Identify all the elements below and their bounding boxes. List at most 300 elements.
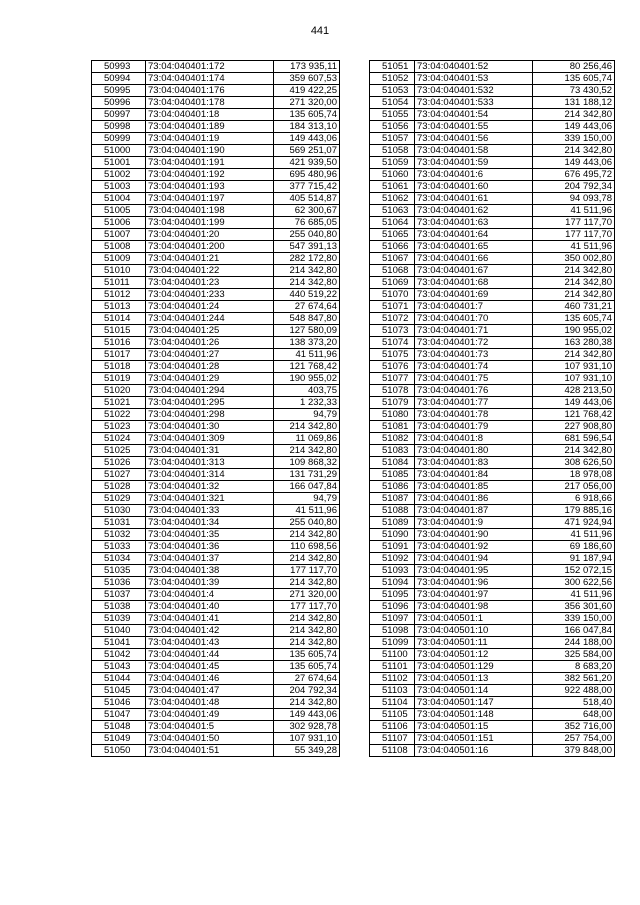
- cadastral-number-cell: 73:04:040401:73: [415, 349, 533, 361]
- value-cell: 149 443,06: [274, 709, 340, 721]
- table-row: [92, 661, 340, 673]
- value-cell: 217 056,00: [533, 481, 615, 493]
- table-row: [370, 625, 615, 637]
- row-number-cell: 51083: [370, 445, 415, 457]
- value-cell: 41 511,96: [533, 205, 615, 217]
- value-cell: 135 605,74: [533, 313, 615, 325]
- cadastral-number-cell: 73:04:040401:191: [146, 157, 274, 169]
- row-number-cell: 51022: [92, 409, 146, 421]
- cadastral-number-cell: 73:04:040401:80: [415, 445, 533, 457]
- row-number-cell: 51036: [92, 577, 146, 589]
- cadastral-number-cell: 73:04:040401:42: [146, 625, 274, 637]
- row-number-cell: 51059: [370, 157, 415, 169]
- table-row: [370, 661, 615, 673]
- registry-table-left: [91, 60, 340, 757]
- cadastral-number-cell: 73:04:040501:129: [415, 661, 533, 673]
- row-number-cell: 51021: [92, 397, 146, 409]
- cadastral-number-cell: 73:04:040401:72: [415, 337, 533, 349]
- value-cell: 359 607,53: [274, 73, 340, 85]
- table-row: [92, 157, 340, 169]
- row-number-cell: 50999: [92, 133, 146, 145]
- cadastral-number-cell: 73:04:040401:76: [415, 385, 533, 397]
- value-cell: 27 674,64: [274, 301, 340, 313]
- value-cell: 177 117,70: [533, 217, 615, 229]
- cadastral-number-cell: 73:04:040401:66: [415, 253, 533, 265]
- table-row: [370, 469, 615, 481]
- value-cell: 214 342,80: [533, 109, 615, 121]
- cadastral-number-cell: 73:04:040401:70: [415, 313, 533, 325]
- row-number-cell: 51108: [370, 745, 415, 757]
- row-number-cell: 51054: [370, 97, 415, 109]
- row-number-cell: 51090: [370, 529, 415, 541]
- row-number-cell: 51023: [92, 421, 146, 433]
- row-number-cell: 51048: [92, 721, 146, 733]
- row-number-cell: 51027: [92, 469, 146, 481]
- page-number: 441: [310, 25, 330, 37]
- value-cell: 91 187,94: [533, 553, 615, 565]
- cadastral-number-cell: 73:04:040401:95: [415, 565, 533, 577]
- table-row: [92, 469, 340, 481]
- cadastral-number-cell: 73:04:040401:55: [415, 121, 533, 133]
- table-row: [370, 361, 615, 373]
- cadastral-number-cell: 73:04:040401:53: [415, 73, 533, 85]
- cadastral-number-cell: 73:04:040401:48: [146, 697, 274, 709]
- row-number-cell: 51020: [92, 385, 146, 397]
- cadastral-number-cell: 73:04:040501:151: [415, 733, 533, 745]
- table-row: [370, 541, 615, 553]
- cadastral-number-cell: 73:04:040401:35: [146, 529, 274, 541]
- value-cell: 76 685,05: [274, 217, 340, 229]
- value-cell: 135 605,74: [533, 73, 615, 85]
- value-cell: 149 443,06: [533, 397, 615, 409]
- value-cell: 11 069,86: [274, 433, 340, 445]
- table-row: [370, 109, 615, 121]
- value-cell: 922 488,00: [533, 685, 615, 697]
- value-cell: 121 768,42: [274, 361, 340, 373]
- value-cell: 214 342,80: [533, 265, 615, 277]
- row-number-cell: 51052: [370, 73, 415, 85]
- table-row: [92, 145, 340, 157]
- value-cell: 121 768,42: [533, 409, 615, 421]
- table-row: [370, 481, 615, 493]
- cadastral-number-cell: 73:04:040401:6: [415, 169, 533, 181]
- row-number-cell: 51016: [92, 337, 146, 349]
- cadastral-number-cell: 73:04:040501:15: [415, 721, 533, 733]
- value-cell: 173 935,11: [274, 61, 340, 73]
- value-cell: 8 683,20: [533, 661, 615, 673]
- value-cell: 166 047,84: [274, 481, 340, 493]
- cadastral-number-cell: 73:04:040501:147: [415, 697, 533, 709]
- value-cell: 428 213,50: [533, 385, 615, 397]
- row-number-cell: 51010: [92, 265, 146, 277]
- row-number-cell: 51061: [370, 181, 415, 193]
- value-cell: 214 342,80: [274, 529, 340, 541]
- table-row: [370, 325, 615, 337]
- cadastral-number-cell: 73:04:040401:77: [415, 397, 533, 409]
- table-row: [92, 193, 340, 205]
- table-row: [92, 445, 340, 457]
- registry-table-right-body: [370, 61, 615, 757]
- value-cell: 109 868,32: [274, 457, 340, 469]
- value-cell: 62 300,67: [274, 205, 340, 217]
- value-cell: 325 584,00: [533, 649, 615, 661]
- row-number-cell: 51005: [92, 205, 146, 217]
- table-row: [92, 433, 340, 445]
- row-number-cell: 51026: [92, 457, 146, 469]
- row-number-cell: 51000: [92, 145, 146, 157]
- row-number-cell: 50993: [92, 61, 146, 73]
- value-cell: 214 342,80: [533, 145, 615, 157]
- value-cell: 339 150,00: [533, 133, 615, 145]
- cadastral-number-cell: 73:04:040401:59: [415, 157, 533, 169]
- row-number-cell: 51029: [92, 493, 146, 505]
- cadastral-number-cell: 73:04:040401:68: [415, 277, 533, 289]
- row-number-cell: 51035: [92, 565, 146, 577]
- row-number-cell: 51017: [92, 349, 146, 361]
- table-row: [370, 577, 615, 589]
- row-number-cell: 51081: [370, 421, 415, 433]
- table-row: [92, 121, 340, 133]
- table-row: [92, 133, 340, 145]
- value-cell: 214 342,80: [274, 613, 340, 625]
- row-number-cell: 51053: [370, 85, 415, 97]
- table-row: [370, 313, 615, 325]
- cadastral-number-cell: 73:04:040401:51: [146, 745, 274, 757]
- row-number-cell: 51044: [92, 673, 146, 685]
- value-cell: 648,00: [533, 709, 615, 721]
- table-row: [92, 85, 340, 97]
- table-row: [370, 241, 615, 253]
- row-number-cell: 51104: [370, 697, 415, 709]
- cadastral-number-cell: 73:04:040401:60: [415, 181, 533, 193]
- value-cell: 41 511,96: [533, 529, 615, 541]
- value-cell: 177 117,70: [274, 601, 340, 613]
- table-row: [92, 601, 340, 613]
- table-row: [370, 373, 615, 385]
- cadastral-number-cell: 73:04:040401:85: [415, 481, 533, 493]
- cadastral-number-cell: 73:04:040501:11: [415, 637, 533, 649]
- row-number-cell: 51034: [92, 553, 146, 565]
- table-row: [92, 529, 340, 541]
- value-cell: 356 301,60: [533, 601, 615, 613]
- cadastral-number-cell: 73:04:040401:8: [415, 433, 533, 445]
- cadastral-number-cell: 73:04:040401:37: [146, 553, 274, 565]
- cadastral-number-cell: 73:04:040401:174: [146, 73, 274, 85]
- cadastral-number-cell: 73:04:040401:87: [415, 505, 533, 517]
- row-number-cell: 51076: [370, 361, 415, 373]
- value-cell: 214 342,80: [274, 577, 340, 589]
- cadastral-number-cell: 73:04:040401:28: [146, 361, 274, 373]
- row-number-cell: 51032: [92, 529, 146, 541]
- table-row: [92, 109, 340, 121]
- cadastral-number-cell: 73:04:040401:200: [146, 241, 274, 253]
- row-number-cell: 51037: [92, 589, 146, 601]
- table-row: [370, 457, 615, 469]
- value-cell: 135 605,74: [274, 661, 340, 673]
- row-number-cell: 51033: [92, 541, 146, 553]
- table-row: [92, 181, 340, 193]
- table-row: [92, 277, 340, 289]
- value-cell: 257 754,00: [533, 733, 615, 745]
- value-cell: 163 280,38: [533, 337, 615, 349]
- value-cell: 204 792,34: [533, 181, 615, 193]
- value-cell: 55 349,28: [274, 745, 340, 757]
- table-row: [370, 133, 615, 145]
- table-row: [92, 613, 340, 625]
- value-cell: 214 342,80: [274, 553, 340, 565]
- cadastral-number-cell: 73:04:040401:192: [146, 169, 274, 181]
- value-cell: 131 731,29: [274, 469, 340, 481]
- cadastral-number-cell: 73:04:040401:9: [415, 517, 533, 529]
- table-row: [370, 385, 615, 397]
- value-cell: 204 792,34: [274, 685, 340, 697]
- row-number-cell: 51099: [370, 637, 415, 649]
- cadastral-number-cell: 73:04:040401:33: [146, 505, 274, 517]
- value-cell: 41 511,96: [274, 505, 340, 517]
- cadastral-number-cell: 73:04:040401:321: [146, 493, 274, 505]
- cadastral-number-cell: 73:04:040401:172: [146, 61, 274, 73]
- cadastral-number-cell: 73:04:040401:4: [146, 589, 274, 601]
- table-row: [370, 349, 615, 361]
- value-cell: 308 626,50: [533, 457, 615, 469]
- cadastral-number-cell: 73:04:040401:193: [146, 181, 274, 193]
- value-cell: 421 939,50: [274, 157, 340, 169]
- cadastral-number-cell: 73:04:040401:40: [146, 601, 274, 613]
- row-number-cell: 51063: [370, 205, 415, 217]
- row-number-cell: 51093: [370, 565, 415, 577]
- row-number-cell: 51056: [370, 121, 415, 133]
- table-row: [370, 85, 615, 97]
- table-row: [370, 601, 615, 613]
- table-row: [92, 697, 340, 709]
- row-number-cell: 51084: [370, 457, 415, 469]
- table-row: [92, 505, 340, 517]
- table-row: [370, 121, 615, 133]
- table-row: [92, 73, 340, 85]
- table-row: [370, 397, 615, 409]
- value-cell: 190 955,02: [533, 325, 615, 337]
- row-number-cell: 51003: [92, 181, 146, 193]
- cadastral-number-cell: 73:04:040401:64: [415, 229, 533, 241]
- table-row: [92, 637, 340, 649]
- row-number-cell: 51042: [92, 649, 146, 661]
- row-number-cell: 51087: [370, 493, 415, 505]
- cadastral-number-cell: 73:04:040401:532: [415, 85, 533, 97]
- table-row: [92, 649, 340, 661]
- table-row: [370, 421, 615, 433]
- value-cell: 255 040,80: [274, 517, 340, 529]
- cadastral-number-cell: 73:04:040501:16: [415, 745, 533, 757]
- cadastral-number-cell: 73:04:040401:36: [146, 541, 274, 553]
- row-number-cell: 51007: [92, 229, 146, 241]
- value-cell: 214 342,80: [274, 277, 340, 289]
- cadastral-number-cell: 73:04:040401:18: [146, 109, 274, 121]
- cadastral-number-cell: 73:04:040401:233: [146, 289, 274, 301]
- row-number-cell: 50996: [92, 97, 146, 109]
- table-row: [370, 685, 615, 697]
- cadastral-number-cell: 73:04:040401:29: [146, 373, 274, 385]
- value-cell: 440 519,22: [274, 289, 340, 301]
- cadastral-number-cell: 73:04:040401:19: [146, 133, 274, 145]
- cadastral-number-cell: 73:04:040501:1: [415, 613, 533, 625]
- table-row: [92, 625, 340, 637]
- row-number-cell: 51051: [370, 61, 415, 73]
- row-number-cell: 51073: [370, 325, 415, 337]
- cadastral-number-cell: 73:04:040401:96: [415, 577, 533, 589]
- cadastral-number-cell: 73:04:040401:84: [415, 469, 533, 481]
- row-number-cell: 51046: [92, 697, 146, 709]
- table-row: [370, 181, 615, 193]
- table-row: [370, 301, 615, 313]
- table-row: [370, 265, 615, 277]
- row-number-cell: 51102: [370, 673, 415, 685]
- table-row: [92, 589, 340, 601]
- value-cell: 18 978,08: [533, 469, 615, 481]
- table-row: [92, 97, 340, 109]
- value-cell: 695 480,96: [274, 169, 340, 181]
- value-cell: 676 495,72: [533, 169, 615, 181]
- value-cell: 471 924,94: [533, 517, 615, 529]
- row-number-cell: 51106: [370, 721, 415, 733]
- row-number-cell: 50995: [92, 85, 146, 97]
- table-row: [92, 169, 340, 181]
- value-cell: 190 955,02: [274, 373, 340, 385]
- value-cell: 135 605,74: [274, 109, 340, 121]
- value-cell: 548 847,80: [274, 313, 340, 325]
- table-row: [92, 289, 340, 301]
- row-number-cell: 51025: [92, 445, 146, 457]
- cadastral-number-cell: 73:04:040501:13: [415, 673, 533, 685]
- value-cell: 214 342,80: [274, 445, 340, 457]
- table-row: [370, 745, 615, 757]
- value-cell: 27 674,64: [274, 673, 340, 685]
- registry-table-right: [369, 60, 615, 757]
- table-row: [92, 481, 340, 493]
- row-number-cell: 51069: [370, 277, 415, 289]
- cadastral-number-cell: 73:04:040401:41: [146, 613, 274, 625]
- row-number-cell: 51043: [92, 661, 146, 673]
- table-row: [370, 517, 615, 529]
- row-number-cell: 51047: [92, 709, 146, 721]
- cadastral-number-cell: 73:04:040401:24: [146, 301, 274, 313]
- value-cell: 94,79: [274, 409, 340, 421]
- value-cell: 107 931,10: [533, 361, 615, 373]
- cadastral-number-cell: 73:04:040401:178: [146, 97, 274, 109]
- table-row: [92, 409, 340, 421]
- value-cell: 214 342,80: [274, 265, 340, 277]
- cadastral-number-cell: 73:04:040401:294: [146, 385, 274, 397]
- value-cell: 352 716,00: [533, 721, 615, 733]
- row-number-cell: 51085: [370, 469, 415, 481]
- row-number-cell: 51091: [370, 541, 415, 553]
- row-number-cell: 51002: [92, 169, 146, 181]
- table-row: [92, 733, 340, 745]
- table-row: [370, 289, 615, 301]
- table-row: [370, 157, 615, 169]
- table-row: [92, 421, 340, 433]
- value-cell: 271 320,00: [274, 97, 340, 109]
- value-cell: 149 443,06: [533, 157, 615, 169]
- row-number-cell: 51094: [370, 577, 415, 589]
- value-cell: 152 072,15: [533, 565, 615, 577]
- cadastral-number-cell: 73:04:040501:148: [415, 709, 533, 721]
- cadastral-number-cell: 73:04:040401:32: [146, 481, 274, 493]
- cadastral-number-cell: 73:04:040401:20: [146, 229, 274, 241]
- cadastral-number-cell: 73:04:040401:31: [146, 445, 274, 457]
- row-number-cell: 51057: [370, 133, 415, 145]
- row-number-cell: 51067: [370, 253, 415, 265]
- cadastral-number-cell: 73:04:040401:69: [415, 289, 533, 301]
- row-number-cell: 50998: [92, 121, 146, 133]
- cadastral-number-cell: 73:04:040401:313: [146, 457, 274, 469]
- row-number-cell: 51013: [92, 301, 146, 313]
- table-row: [370, 505, 615, 517]
- table-row: [370, 337, 615, 349]
- row-number-cell: 51100: [370, 649, 415, 661]
- cadastral-number-cell: 73:04:040401:27: [146, 349, 274, 361]
- row-number-cell: 51062: [370, 193, 415, 205]
- table-row: [92, 385, 340, 397]
- value-cell: 149 443,06: [274, 133, 340, 145]
- cadastral-number-cell: 73:04:040401:61: [415, 193, 533, 205]
- table-row: [370, 169, 615, 181]
- table-row: [92, 205, 340, 217]
- table-row: [370, 721, 615, 733]
- cadastral-number-cell: 73:04:040401:47: [146, 685, 274, 697]
- value-cell: 69 186,60: [533, 541, 615, 553]
- row-number-cell: 51088: [370, 505, 415, 517]
- table-row: [92, 361, 340, 373]
- value-cell: 214 342,80: [274, 697, 340, 709]
- value-cell: 569 251,07: [274, 145, 340, 157]
- table-row: [370, 193, 615, 205]
- row-number-cell: 51095: [370, 589, 415, 601]
- row-number-cell: 51082: [370, 433, 415, 445]
- table-row: [370, 409, 615, 421]
- row-number-cell: 51031: [92, 517, 146, 529]
- table-row: [92, 709, 340, 721]
- cadastral-number-cell: 73:04:040501:14: [415, 685, 533, 697]
- table-row: [92, 229, 340, 241]
- row-number-cell: 51107: [370, 733, 415, 745]
- row-number-cell: 51006: [92, 217, 146, 229]
- cadastral-number-cell: 73:04:040401:244: [146, 313, 274, 325]
- row-number-cell: 51074: [370, 337, 415, 349]
- value-cell: 179 885,16: [533, 505, 615, 517]
- cadastral-number-cell: 73:04:040401:90: [415, 529, 533, 541]
- table-row: [92, 493, 340, 505]
- value-cell: 214 342,80: [274, 625, 340, 637]
- cadastral-number-cell: 73:04:040401:43: [146, 637, 274, 649]
- table-row: [370, 553, 615, 565]
- cadastral-number-cell: 73:04:040401:190: [146, 145, 274, 157]
- row-number-cell: 51060: [370, 169, 415, 181]
- value-cell: 460 731,21: [533, 301, 615, 313]
- table-row: [370, 229, 615, 241]
- cadastral-number-cell: 73:04:040401:39: [146, 577, 274, 589]
- table-row: [370, 637, 615, 649]
- table-row: [370, 673, 615, 685]
- table-row: [92, 217, 340, 229]
- cadastral-number-cell: 73:04:040401:176: [146, 85, 274, 97]
- cadastral-number-cell: 73:04:040401:58: [415, 145, 533, 157]
- value-cell: 214 342,80: [533, 445, 615, 457]
- cadastral-number-cell: 73:04:040401:30: [146, 421, 274, 433]
- row-number-cell: 51004: [92, 193, 146, 205]
- value-cell: 377 715,42: [274, 181, 340, 193]
- value-cell: 41 511,96: [533, 241, 615, 253]
- value-cell: 300 622,56: [533, 577, 615, 589]
